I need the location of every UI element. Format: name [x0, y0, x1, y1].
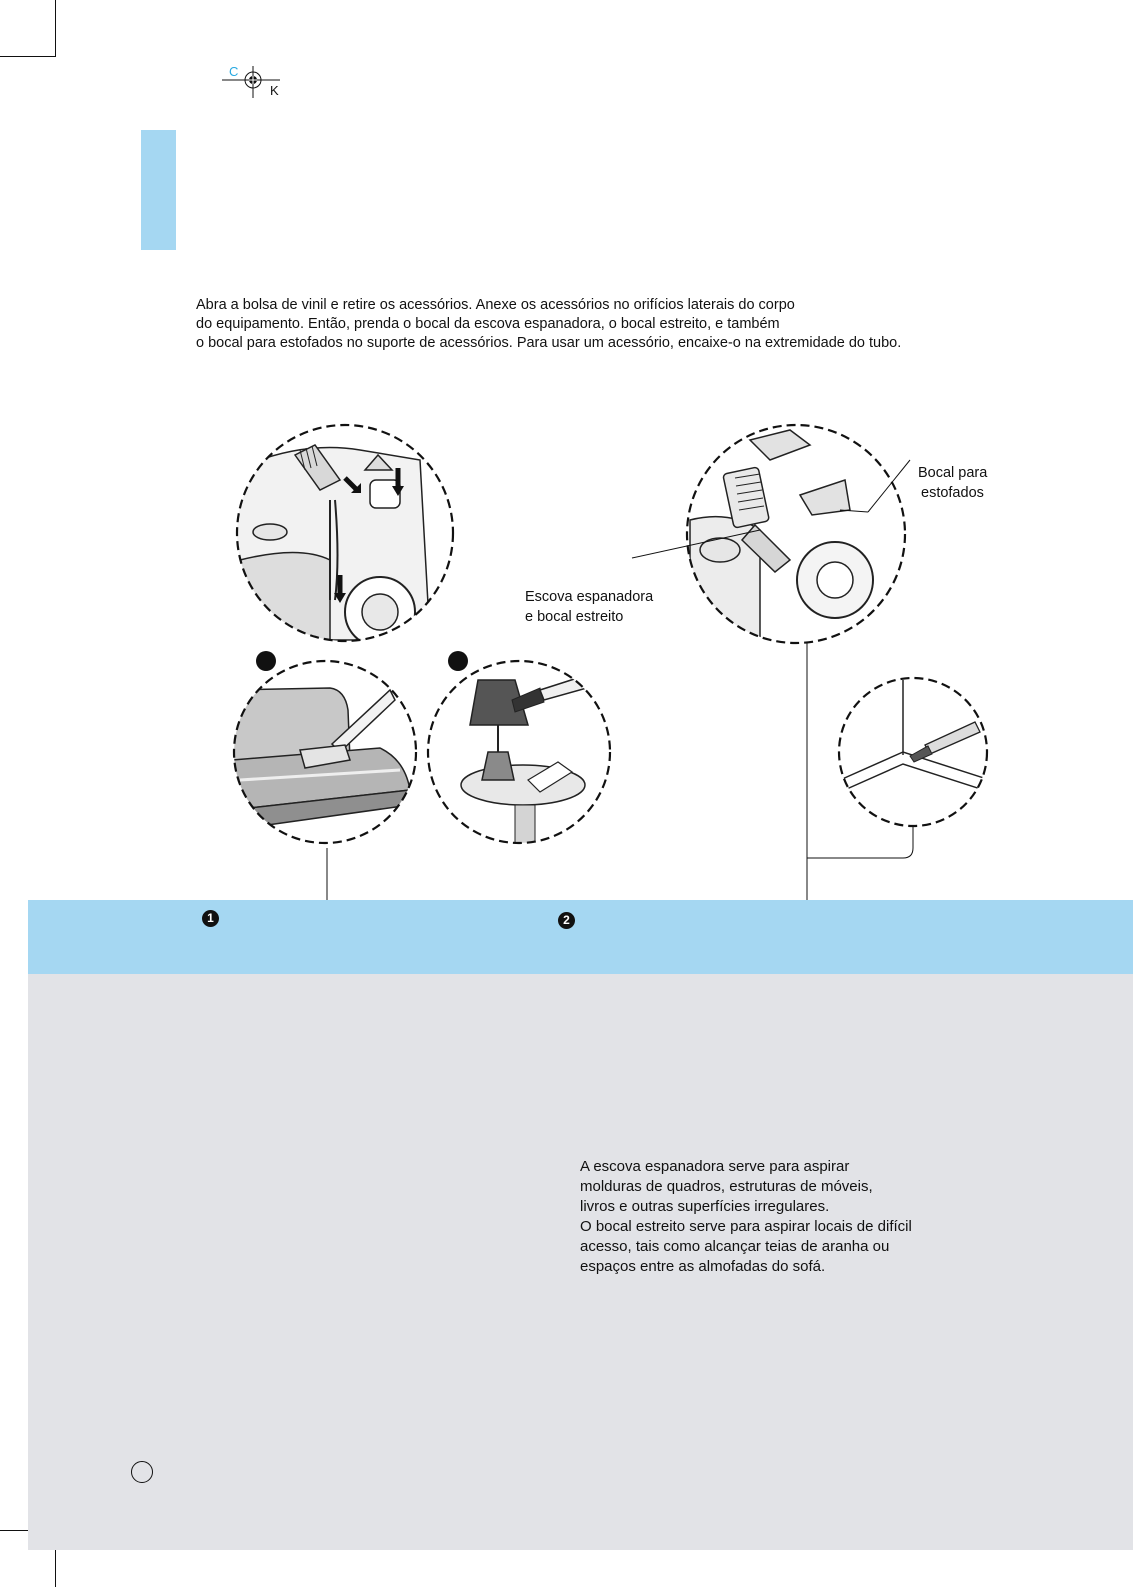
- description-line-4: O bocal estreito serve para aspirar locais de difícil: [580, 1218, 912, 1235]
- holder-detail-illustration: [230, 420, 460, 650]
- step-1-badge: 1: [202, 910, 219, 927]
- step-2-badge: 2: [558, 912, 575, 929]
- registration-k-label: K: [270, 83, 279, 98]
- description-line-2: molduras de quadros, estruturas de móveis,: [580, 1178, 873, 1195]
- description-line-5: acesso, tais como alcançar teias de aranha ou: [580, 1238, 890, 1255]
- brush-nozzle-label: Escova espanadora e bocal estreito: [525, 589, 654, 625]
- description-line-6: espaços entre as almofadas do sofá.: [580, 1258, 826, 1275]
- registration-c-label: C: [229, 64, 239, 79]
- page-number-circle: [131, 1461, 153, 1483]
- description-line-1: A escova espanadora serve para aspirar: [580, 1158, 850, 1175]
- accessory-description: [580, 1157, 1000, 1277]
- upholstery-nozzle-label: Bocal para estofados: [918, 465, 988, 501]
- description-line-3: livros e outras superfícies irregulares.: [580, 1198, 830, 1215]
- step-1-marker: [256, 651, 276, 671]
- intro-line-3: o bocal para estofados no suporte de acessórios. Para usar um acessório, encaixe-o na extremidade do tubo.: [196, 335, 902, 351]
- step-2-marker: [448, 651, 468, 671]
- intro-line-1: Abra a bolsa de vinil e retire os acessórios. Anexe os acessórios no orifícios laterais do corpo: [196, 297, 795, 313]
- mounted-accessories-illustration: [680, 420, 910, 650]
- intro-line-2: do equipamento. Então, prenda o bocal da escova espanadora, o bocal estreito, e também: [196, 316, 780, 332]
